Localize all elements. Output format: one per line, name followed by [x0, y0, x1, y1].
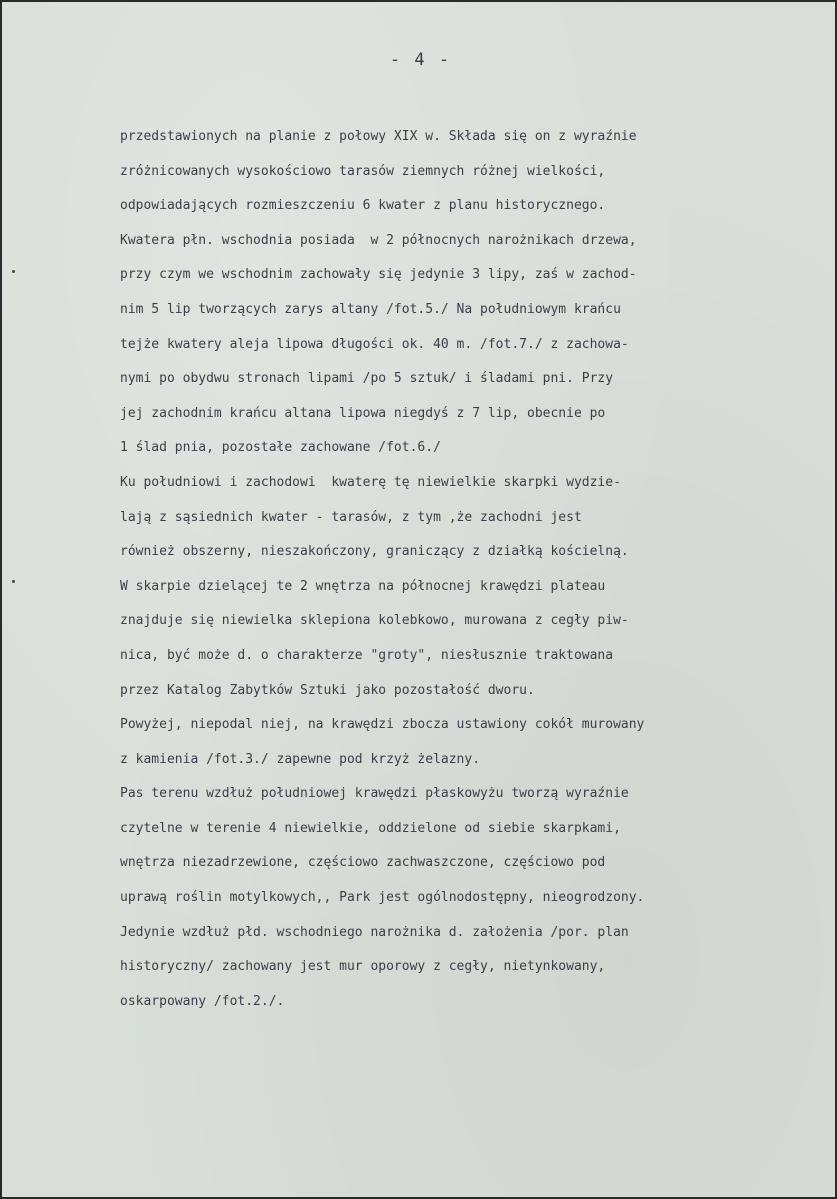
text-line: jej zachodnim krańcu altana lipowa niegdyś z 7 lip, obecnie po — [120, 405, 606, 421]
text-line: Pas terenu wzdłuż południowej krawędzi płaskowyżu tworzą wyraźnie — [120, 786, 629, 802]
text-line: przy czym we wschodnim zachowały się jedynie 3 lipy, zaś w zachod- — [120, 267, 637, 283]
text-line: przedstawionych na planie z połowy XIX w. Składa się on z wyraźnie — [120, 129, 637, 144]
margin-speck — [12, 270, 15, 273]
text-line: uprawą roślin motylkowych,, Park jest ogólnodostępny, nieogrodzony. — [120, 890, 645, 906]
text-line: Jedynie wzdłuż płd. wschodniego narożnika d. założenia /por. plan — [120, 924, 629, 940]
text-line: lają z sąsiednich kwater - tarasów, z tym ,że zachodni jest — [120, 509, 582, 525]
text-line: Powyżej, niepodal niej, na krawędzi zbocza ustawiony cokół murowany — [120, 717, 645, 733]
text-line: odpowiadających rozmieszczeniu 6 kwater z planu historycznego. — [120, 198, 606, 214]
text-line: tejże kwatery aleja lipowa długości ok. 40 m. /fot.7./ z zachowa- — [120, 336, 629, 352]
typewritten-body — [120, 120, 820, 1019]
text-line: wnętrza niezadrzewione, częściowo zachwaszczone, częściowo pod — [120, 855, 606, 871]
text-line: z kamienia /fot.3./ zapewne pod krzyż żelazny. — [120, 751, 481, 767]
text-line: Ku południowi i zachodowi kwaterę tę niewielkie skarpki wydzie- — [120, 474, 621, 490]
text-line: nymi po obydwu stronach lipami /po 5 sztuk/ i śladami pni. Przy — [120, 371, 614, 387]
text-line: przez Katalog Zabytków Sztuki jako pozostałość dworu. — [120, 682, 535, 698]
text-line: nica, być może d. o charakterze "groty", niesłusznie traktowana — [120, 647, 614, 663]
text-line: znajduje się niewielka sklepiona kolebkowo, murowana z cegły piw- — [120, 613, 629, 629]
text-line: W skarpie dzielącej te 2 wnętrza na północnej krawędzi plateau — [120, 578, 606, 594]
text-line: oskarpowany /fot.2./. — [120, 993, 285, 1009]
text-line: 1 ślad pnia, pozostałe zachowane /fot.6./ — [120, 440, 441, 456]
text-line: nim 5 lip tworzących zarys altany /fot.5./ Na południowym krańcu — [120, 301, 621, 317]
text-line: zróżnicowanych wysokościowo tarasów ziemnych różnej wielkości, — [120, 163, 606, 179]
margin-speck — [12, 580, 15, 583]
text-line: Kwatera płn. wschodnia posiada w 2 północnych narożnikach drzewa, — [120, 232, 637, 248]
text-line: również obszerny, nieszakończony, graniczący z działką kościelną. — [120, 544, 629, 560]
page-number: - 4 - — [389, 50, 452, 70]
text-line: czytelne w terenie 4 niewielkie, oddzielone od siebie skarpkami, — [120, 820, 621, 836]
text-line: historyczny/ zachowany jest mur oporowy z cegły, nietynkowany, — [120, 959, 606, 975]
